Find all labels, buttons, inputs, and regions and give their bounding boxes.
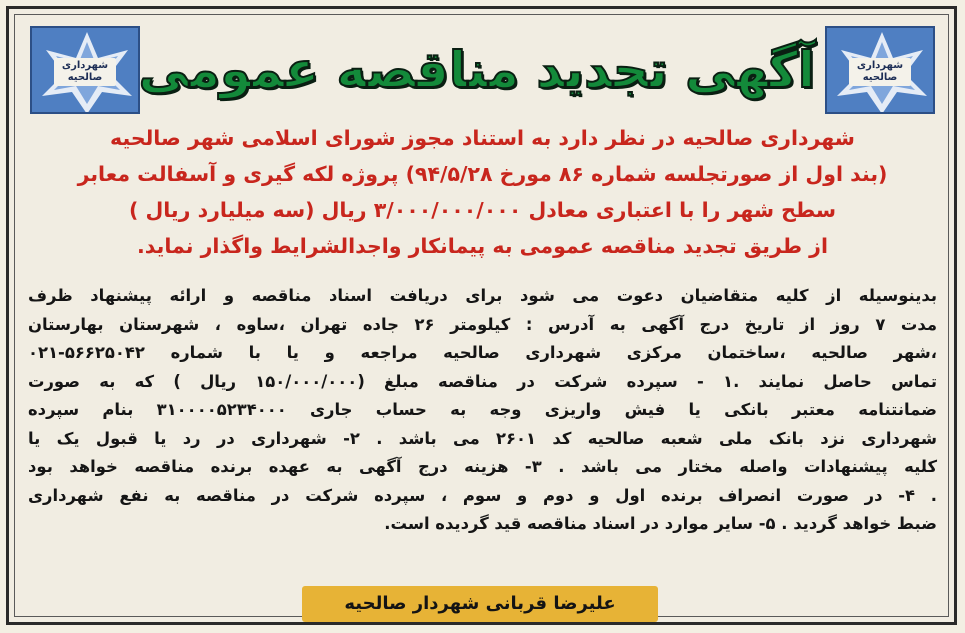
logo-label-line2: صالحیه [67, 72, 103, 83]
lead-line: از طریق تجدید مناقصه عمومی به پیمانکار واجدالشرایط واگذار نماید. [137, 234, 828, 258]
municipality-logo-left [30, 26, 140, 114]
logo-label [54, 58, 116, 86]
logo-label-line2: صالحیه [862, 72, 898, 83]
body-line: . ۴- در صورت انصراف برنده اول و دوم و سوم ، سپرده شرکت در مناقصه به نفع شهرداری [28, 485, 938, 505]
lead-line: سطح شهر را با اعتباری معادل ۳/۰۰۰/۰۰۰/۰۰۰ ریال (سه میلیارد ریال ) [128, 198, 837, 222]
ad-body-paragraph [28, 282, 937, 539]
lead-line: (بند اول از صورتجلسه شماره ۸۶ مورخ ۹۴/۵/۲۸) پروژه لکه گیری و آسفالت معابر [77, 162, 888, 186]
logo-label-line1: شهرداری [856, 60, 904, 71]
body-line: ،شهر صالحیه ،ساختمان مرکزی شهرداری صالحیه مراجعه و یا با شماره ۵۶۶۲۵۰۴۲-۰۲۱ [28, 343, 937, 362]
logo-label-line1: شهرداری [61, 60, 109, 71]
ad-headline: آگهی تجدید مناقصه عمومی [138, 41, 815, 99]
municipality-logo-right [825, 26, 935, 114]
signature-banner: علیرضا قربانی شهردار صالحیه [302, 586, 658, 622]
body-line: ضمانتنامه معتبر بانکی یا فیش واریزی وجه به حساب جاری ۳۱۰۰۰۰۵۲۳۴۰۰۰ بنام سپرده [28, 400, 937, 419]
body-line: شهرداری نزد بانک ملی شعبه صالحیه کد ۲۶۰۱ می باشد . ۲- شهرداری در رد یا قبول یک یا [28, 428, 937, 448]
body-line: مدت ۷ روز از تاریخ درج آگهی به آدرس : کیلومتر ۲۶ جاده تهران ،ساوه ، شهرستان بهارستان [28, 314, 937, 334]
body-line: بدینوسیله از کلیه متقاضیان دعوت می شود برای دریافت اسناد مناقصه و ارائه پیشنهاد ظرف [28, 286, 937, 305]
body-line: تماس حاصل نمایند .۱ - سپرده شرکت در مناقصه مبلغ (۱۵۰/۰۰۰/۰۰۰ ریال ) که به صورت [28, 371, 937, 391]
body-line: کلیه پیشنهادات واصله مختار می باشد . ۳- هزینه درج آگهی به عهده برنده مناقصه خواهد بود [28, 457, 938, 476]
lead-line: شهرداری صالحیه در نظر دارد به استناد مجوز شورای اسلامی شهر صالحیه [110, 126, 855, 150]
ad-lead-paragraph [40, 120, 925, 264]
body-line: ضبط خواهد گردید . ۵- سایر موارد در اسناد مناقصه قید گردیده است. [384, 514, 937, 533]
logo-label [849, 58, 911, 86]
